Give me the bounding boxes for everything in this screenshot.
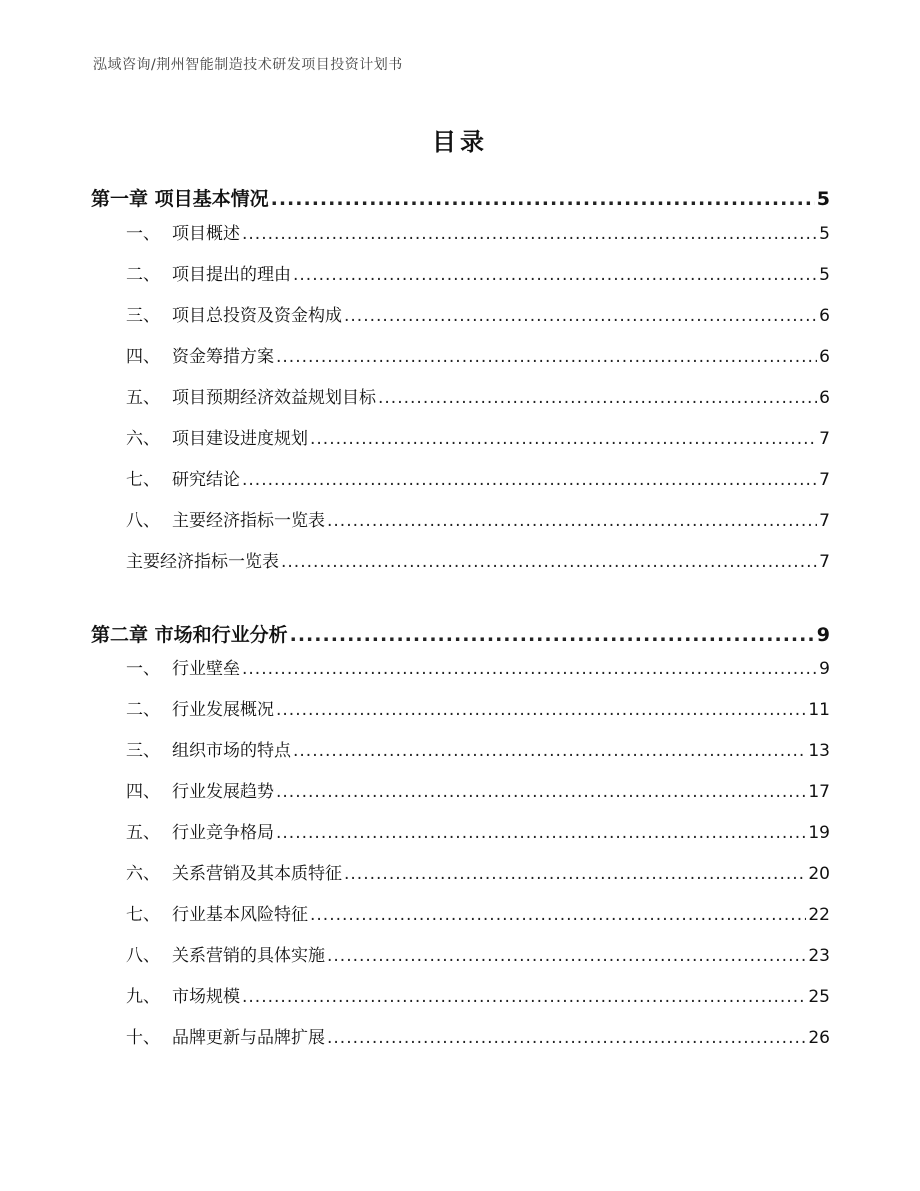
toc-section-number: 四、	[126, 347, 160, 367]
dot-leader	[242, 470, 817, 490]
toc-section-number: 八、	[126, 946, 160, 966]
toc-page-number: 25	[808, 987, 830, 1007]
toc-entry-text: 第一章 项目基本情况	[91, 188, 269, 210]
toc-section[interactable]	[126, 859, 830, 884]
toc-section-number: 三、	[126, 306, 160, 326]
toc-section[interactable]	[126, 1023, 830, 1048]
toc-section[interactable]	[126, 736, 830, 761]
dot-leader	[293, 741, 806, 761]
toc-page-number: 9	[816, 624, 830, 646]
toc-entry-text: 项目概述	[172, 224, 240, 244]
toc-section-number: 六、	[126, 429, 160, 449]
dot-leader	[276, 700, 806, 720]
toc-page-number: 6	[819, 347, 830, 367]
toc-section[interactable]	[126, 424, 830, 449]
toc-entry-text: 市场规模	[172, 987, 240, 1007]
toc-section-number: 一、	[126, 659, 160, 679]
toc-entry-text: 行业发展趋势	[172, 782, 274, 802]
toc-section[interactable]	[126, 342, 830, 367]
toc-section[interactable]	[126, 383, 830, 408]
toc-section[interactable]	[126, 654, 830, 679]
toc-page-number: 9	[819, 659, 830, 679]
dot-leader	[344, 864, 806, 884]
toc-section[interactable]	[126, 941, 830, 966]
dot-leader	[378, 388, 817, 408]
toc-section[interactable]	[126, 900, 830, 925]
toc-section-number: 四、	[126, 782, 160, 802]
toc-page-number: 23	[808, 946, 830, 966]
toc-section-number: 十、	[126, 1028, 160, 1048]
document-header: 泓域咨询/荆州智能制造技术研发项目投资计划书	[93, 57, 403, 73]
toc-entry-text: 关系营销的具体实施	[172, 946, 325, 966]
dot-leader	[344, 306, 817, 326]
toc-page-number: 13	[808, 741, 830, 761]
toc-page-number: 20	[808, 864, 830, 884]
toc-section[interactable]	[126, 818, 830, 843]
toc-entry-text: 关系营销及其本质特征	[172, 864, 342, 884]
toc-page-number: 7	[819, 511, 830, 531]
toc-entry-text: 项目建设进度规划	[172, 429, 308, 449]
dot-leader	[276, 782, 806, 802]
toc-entry-text: 研究结论	[172, 470, 240, 490]
toc-section[interactable]	[126, 695, 830, 720]
toc-chapter-1[interactable]	[91, 184, 830, 211]
toc-page-number: 7	[819, 429, 830, 449]
toc-page-number: 26	[808, 1028, 830, 1048]
toc-section-number: 五、	[126, 823, 160, 843]
toc-section-number: 二、	[126, 265, 160, 285]
toc-section[interactable]	[126, 301, 830, 326]
toc-section-number: 三、	[126, 741, 160, 761]
toc-section-number: 五、	[126, 388, 160, 408]
toc-entry-text: 主要经济指标一览表	[172, 511, 325, 531]
dot-leader	[242, 659, 817, 679]
dot-leader	[276, 823, 806, 843]
dot-leader	[327, 1028, 806, 1048]
toc-page-number: 5	[819, 224, 830, 244]
toc-page-number: 7	[819, 552, 830, 572]
toc-entry-text: 行业基本风险特征	[172, 905, 308, 925]
toc-entry-text: 资金筹措方案	[172, 347, 274, 367]
toc-chapter-2[interactable]	[91, 620, 830, 647]
dot-leader	[327, 946, 806, 966]
dot-leader	[310, 905, 806, 925]
toc-title: 目录	[432, 128, 488, 156]
toc-section-number: 六、	[126, 864, 160, 884]
toc-section-number: 二、	[126, 700, 160, 720]
toc-section[interactable]	[126, 777, 830, 802]
toc-entry-text: 品牌更新与品牌扩展	[172, 1028, 325, 1048]
toc-section-number: 八、	[126, 511, 160, 531]
toc-entry-text: 行业竞争格局	[172, 823, 274, 843]
toc-table-entry[interactable]	[126, 547, 830, 572]
toc-section-number: 九、	[126, 987, 160, 1007]
toc-section[interactable]	[126, 982, 830, 1007]
toc-entry-text: 行业发展概况	[172, 700, 274, 720]
toc-entry-text: 主要经济指标一览表	[126, 552, 279, 572]
toc-section-number: 一、	[126, 224, 160, 244]
toc-section-number: 七、	[126, 470, 160, 490]
toc-entry-text: 组织市场的特点	[172, 741, 291, 761]
dot-leader	[327, 511, 817, 531]
toc-section[interactable]	[126, 219, 830, 244]
toc-section[interactable]	[126, 260, 830, 285]
dot-leader	[293, 265, 817, 285]
toc-page-number: 7	[819, 470, 830, 490]
toc-page-number: 19	[808, 823, 830, 843]
toc-entry-text: 行业壁垒	[172, 659, 240, 679]
dot-leader	[310, 429, 817, 449]
toc-page-number: 11	[808, 700, 830, 720]
toc-entry-text: 项目提出的理由	[172, 265, 291, 285]
toc-page-number: 17	[808, 782, 830, 802]
toc-section[interactable]	[126, 465, 830, 490]
toc-page-number: 6	[819, 306, 830, 326]
toc-section[interactable]	[126, 506, 830, 531]
toc-page-number: 22	[808, 905, 830, 925]
dot-leader	[242, 224, 817, 244]
dot-leader	[271, 188, 815, 210]
dot-leader	[281, 552, 817, 572]
dot-leader	[276, 347, 817, 367]
toc-page-number: 5	[819, 265, 830, 285]
toc-entry-text: 项目预期经济效益规划目标	[172, 388, 376, 408]
toc-entry-text: 第二章 市场和行业分析	[91, 624, 288, 646]
dot-leader	[242, 987, 806, 1007]
toc-section-number: 七、	[126, 905, 160, 925]
toc-page-number: 6	[819, 388, 830, 408]
toc-entry-text: 项目总投资及资金构成	[172, 306, 342, 326]
dot-leader	[290, 624, 815, 646]
toc-page-number: 5	[816, 188, 830, 210]
